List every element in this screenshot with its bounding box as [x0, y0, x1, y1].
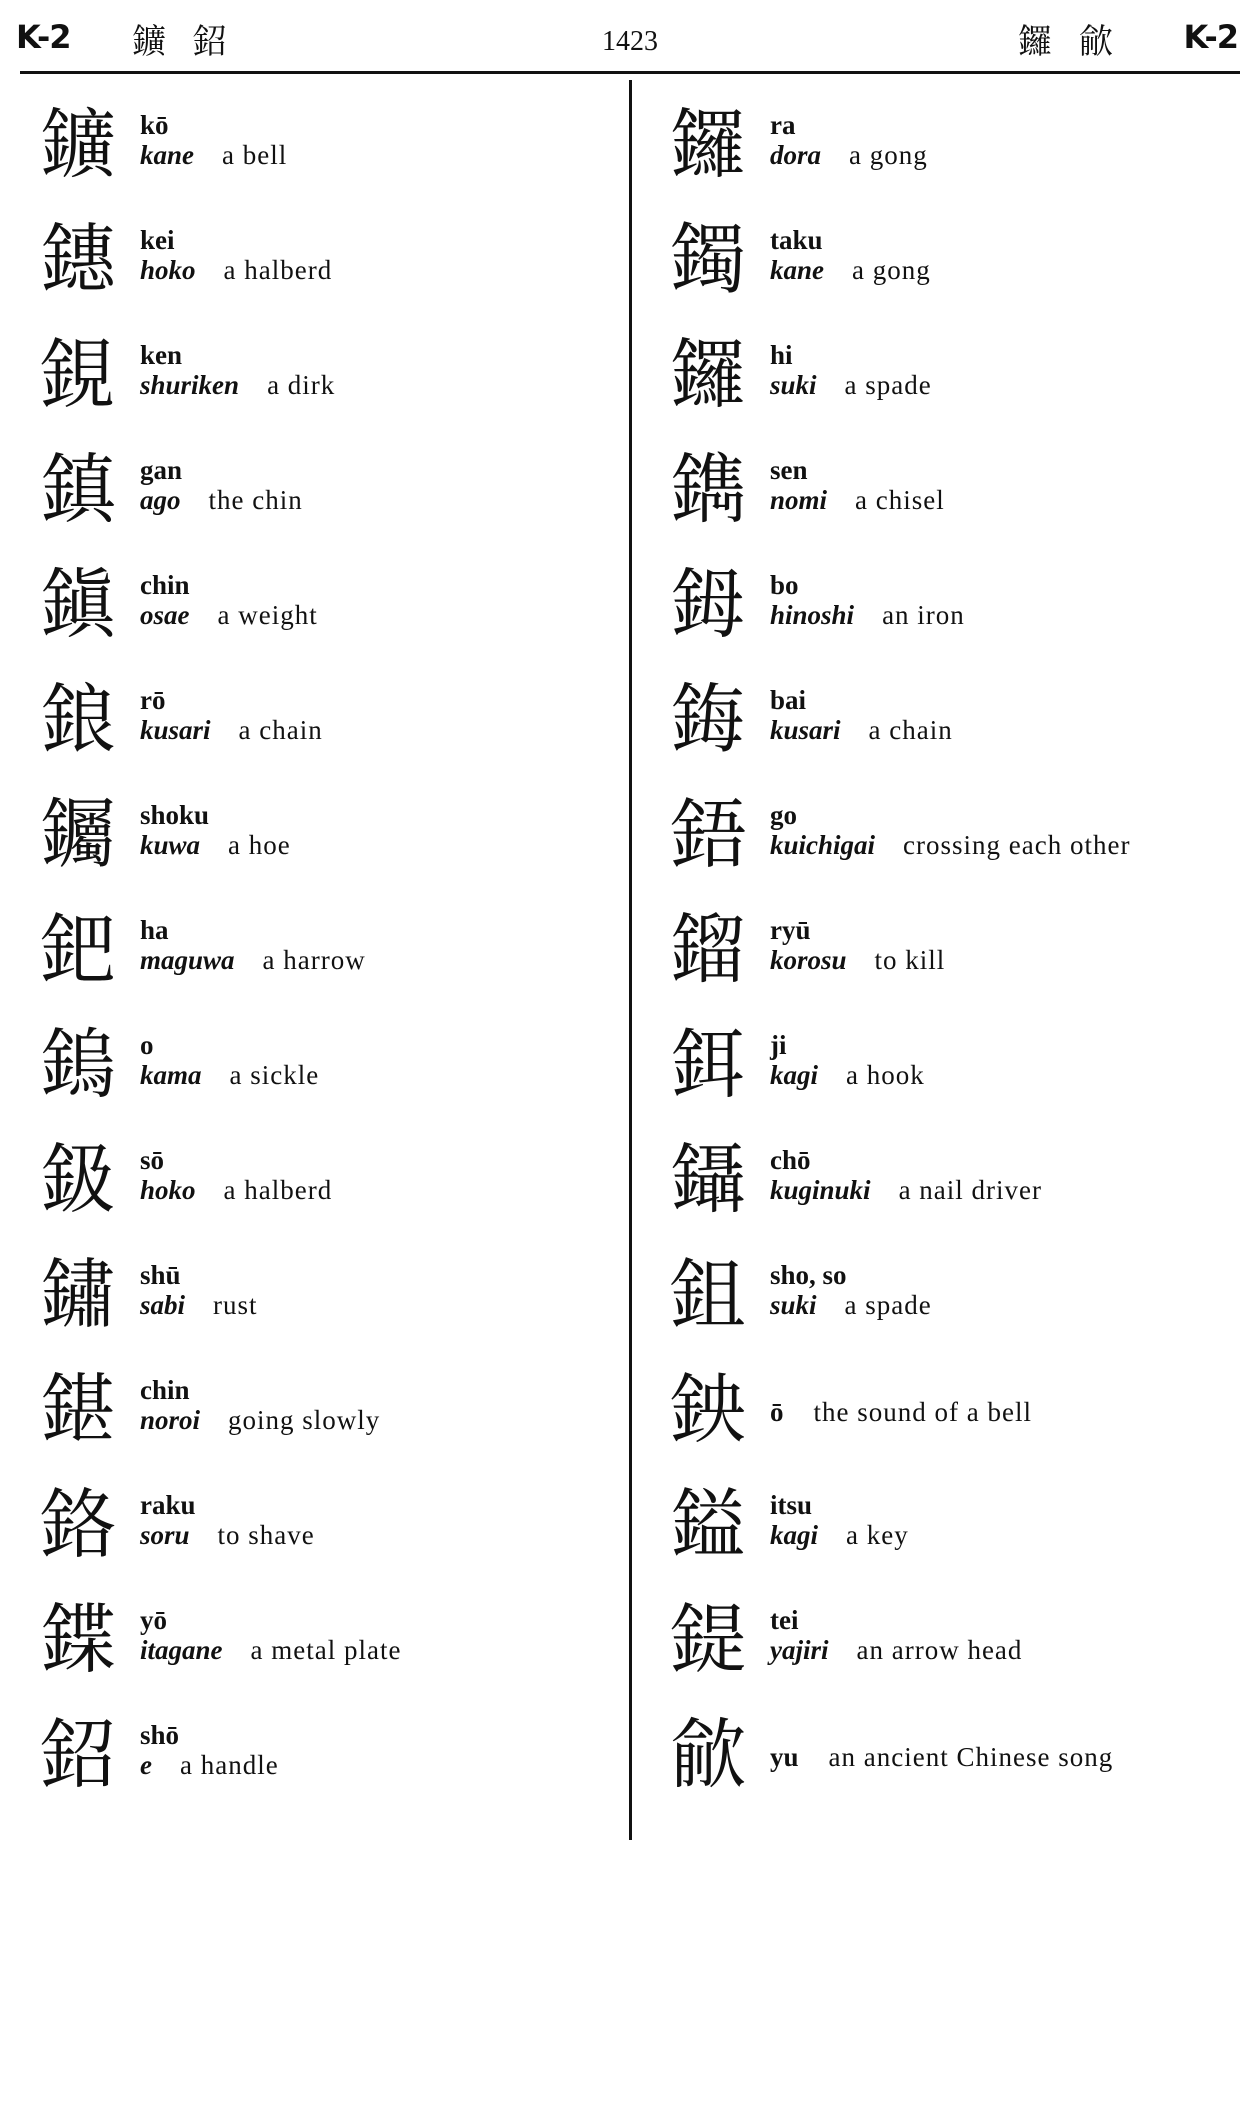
entry-definition-line — [770, 945, 945, 976]
header-rule — [20, 71, 1240, 74]
entry-meaning: to kill — [874, 945, 946, 975]
entry-definition-line — [140, 1520, 315, 1551]
entry-reading: shoku — [140, 800, 210, 830]
entry-kanji: 鉠 — [670, 1365, 746, 1454]
entry-kanji: 钃 — [40, 790, 116, 879]
entry-kanji: 鋙 — [670, 790, 746, 879]
entry-word: soru — [140, 1520, 190, 1550]
entry-meaning: crossing each other — [903, 830, 1131, 860]
entry-meaning: a hoe — [228, 830, 291, 860]
entry-kanji: 鎮 — [40, 445, 116, 534]
dictionary-entry — [650, 770, 1240, 885]
dictionary-entry — [20, 195, 620, 310]
entry-reading: chin — [140, 570, 190, 600]
dictionary-entry — [20, 885, 620, 1000]
entry-text — [770, 800, 1130, 861]
dictionary-entry — [650, 195, 1240, 310]
entry-meaning: a metal plate — [250, 1635, 402, 1665]
dictionary-entry — [20, 80, 620, 195]
entry-reading: taku — [770, 225, 823, 255]
entry-text — [140, 800, 291, 861]
entry-text — [140, 225, 332, 286]
right-section-code: K-2 — [1183, 18, 1238, 56]
entry-text — [770, 1260, 932, 1321]
entry-definition-line — [770, 715, 953, 746]
left-section-code: K-2 — [16, 18, 71, 56]
dictionary-entry — [650, 310, 1240, 425]
entry-definition-line — [770, 1635, 1022, 1666]
entry-kanji: 鈀 — [40, 905, 116, 994]
dictionary-entry — [20, 1000, 620, 1115]
entry-text — [140, 1720, 279, 1781]
dictionary-entry — [650, 655, 1240, 770]
dictionary-entry — [650, 80, 1240, 195]
entry-kanji: 鎰 — [670, 1480, 746, 1569]
entry-text — [770, 1605, 1022, 1666]
entry-kanji: 鏽 — [40, 1250, 116, 1339]
entry-definition-line — [140, 255, 332, 286]
entry-meaning: a weight — [217, 600, 318, 630]
entry-word: suki — [770, 1290, 817, 1320]
entry-word: kama — [140, 1060, 202, 1090]
entry-text — [770, 225, 931, 286]
entry-word: dora — [770, 140, 822, 170]
entry-kanji: 鉻 — [40, 1480, 116, 1569]
entry-text — [770, 340, 932, 401]
entry-meaning: a harrow — [262, 945, 366, 975]
entry-reading: ō — [770, 1397, 784, 1427]
entry-meaning: an ancient Chinese song — [828, 1742, 1114, 1772]
entry-meaning: the sound of a bell — [813, 1397, 1032, 1427]
right-column — [650, 80, 1240, 1805]
entry-meaning: a key — [846, 1520, 909, 1550]
entry-kanji: 鍱 — [40, 1595, 116, 1684]
entry-text — [770, 1145, 1042, 1206]
entry-word: sabi — [140, 1290, 186, 1320]
dictionary-entry — [20, 425, 620, 540]
entry-definition-line — [140, 830, 291, 861]
entry-word: kuichigai — [770, 830, 876, 860]
entry-meaning: a nail driver — [898, 1175, 1043, 1205]
entry-meaning: a dirk — [267, 370, 336, 400]
entry-kanji: 鍉 — [670, 1595, 746, 1684]
entry-reading: itsu — [770, 1490, 813, 1520]
entry-kanji: 鑼 — [670, 330, 746, 419]
entry-reading: ha — [140, 915, 169, 945]
entry-definition-line — [140, 1635, 401, 1666]
entry-text — [140, 570, 318, 631]
entry-kanji: 鉺 — [670, 1020, 746, 1109]
entry-meaning: the chin — [208, 485, 303, 515]
entry-definition-line — [140, 1290, 258, 1321]
entry-word: nomi — [770, 485, 828, 515]
entry-kanji: 鐲 — [670, 215, 746, 304]
entry-word: kuginuki — [770, 1175, 871, 1205]
entry-word: e — [140, 1750, 152, 1780]
entry-text — [770, 685, 953, 746]
entry-kanji: 鑛 — [40, 100, 116, 189]
page-header — [0, 0, 1246, 75]
entry-word: kusari — [770, 715, 841, 745]
entry-meaning: a halberd — [223, 1175, 333, 1205]
entry-reading: chin — [140, 1375, 190, 1405]
entry-reading: ra — [770, 110, 796, 140]
entry-word: ago — [140, 485, 181, 515]
dictionary-entry — [20, 1690, 620, 1805]
entry-meaning: a hook — [846, 1060, 925, 1090]
entry-reading: kō — [140, 110, 169, 140]
entry-meaning: a spade — [844, 370, 932, 400]
entry-definition-line — [140, 485, 303, 516]
right-guide-kanji: 鑼 歈 — [1018, 22, 1121, 62]
entry-word: kusari — [140, 715, 211, 745]
entry-reading: ji — [770, 1030, 787, 1060]
entry-definition-line — [140, 1405, 380, 1436]
entry-word: kuwa — [140, 830, 201, 860]
entry-reading: rō — [140, 685, 166, 715]
entry-text — [140, 1145, 332, 1206]
entry-meaning: going slowly — [228, 1405, 381, 1435]
entry-reading: shō — [140, 1720, 180, 1750]
entry-text — [770, 455, 945, 516]
entry-kanji: 鋃 — [40, 675, 116, 764]
entry-definition-line — [770, 830, 1130, 861]
entry-reading: gan — [140, 455, 183, 485]
entry-reading: go — [770, 800, 797, 830]
entry-meaning: a chain — [238, 715, 323, 745]
entry-text — [140, 1030, 319, 1091]
entry-meaning: a spade — [844, 1290, 932, 1320]
dictionary-entry — [650, 1345, 1240, 1460]
entry-word: shuriken — [140, 370, 240, 400]
entry-kanji: 鑷 — [670, 1135, 746, 1224]
entry-reading: kei — [140, 225, 175, 255]
entry-kanji: 鉊 — [40, 1710, 116, 1799]
entry-word: kane — [140, 140, 194, 170]
entry-text — [140, 1605, 401, 1666]
entry-word: maguwa — [140, 945, 235, 975]
entry-definition-line — [770, 485, 945, 516]
entry-kanji: 鉧 — [670, 560, 746, 649]
entry-text — [140, 110, 287, 171]
entry-reading: sen — [770, 455, 808, 485]
entry-text — [140, 1490, 315, 1551]
entry-reading: o — [140, 1030, 154, 1060]
entry-definition-line — [770, 600, 965, 631]
entry-text — [770, 1490, 909, 1551]
dictionary-entry — [650, 425, 1240, 540]
entry-definition-line — [140, 600, 318, 631]
entry-reading: bai — [770, 685, 807, 715]
entry-word: itagane — [140, 1635, 223, 1665]
entry-definition-line — [140, 1750, 279, 1781]
left-column — [20, 80, 620, 1805]
entry-reading: yō — [140, 1605, 167, 1635]
entry-kanji: 鍖 — [40, 1365, 116, 1454]
entry-reading: raku — [140, 1490, 196, 1520]
entry-word: suki — [770, 370, 817, 400]
dictionary-entry — [20, 310, 620, 425]
entry-reading: hi — [770, 340, 793, 370]
entry-text — [140, 1260, 258, 1321]
entry-meaning: a gong — [852, 255, 931, 285]
dictionary-entry — [20, 1115, 620, 1230]
entry-reading: ryū — [770, 915, 811, 945]
entry-definition-line — [770, 1290, 932, 1321]
entry-word: korosu — [770, 945, 847, 975]
entry-kanji: 鎭 — [40, 560, 116, 649]
dictionary-entry — [20, 1230, 620, 1345]
entry-word: kane — [770, 255, 824, 285]
entry-definition-line — [770, 370, 932, 401]
entry-text — [770, 1742, 1113, 1773]
entry-definition-line — [140, 140, 287, 171]
entry-meaning: a halberd — [223, 255, 333, 285]
dictionary-entry — [650, 1115, 1240, 1230]
entry-meaning: a chisel — [855, 485, 945, 515]
entry-definition-line — [770, 1060, 925, 1091]
dictionary-entry — [650, 1460, 1240, 1575]
dictionary-entry — [650, 1230, 1240, 1345]
entry-meaning: rust — [213, 1290, 258, 1320]
dictionary-entry — [20, 540, 620, 655]
entry-kanji: 鏸 — [40, 215, 116, 304]
page-number: 1423 — [602, 26, 658, 57]
entry-reading: shū — [140, 1260, 181, 1290]
entry-kanji: 歈 — [670, 1710, 746, 1799]
entry-text — [140, 685, 323, 746]
entry-kanji: 鑼 — [670, 100, 746, 189]
entry-word: hinoshi — [770, 600, 855, 630]
dictionary-entry — [20, 1575, 620, 1690]
entry-text — [770, 1397, 1032, 1428]
entry-text — [770, 570, 965, 631]
entry-text — [140, 1375, 380, 1436]
left-guide-kanji: 鑛 鉊 — [132, 22, 235, 62]
entry-reading: tei — [770, 1605, 799, 1635]
entry-definition-line — [140, 1175, 332, 1206]
entry-definition-line — [140, 945, 366, 976]
entry-word: hoko — [140, 255, 196, 285]
dictionary-entry — [650, 540, 1240, 655]
entry-kanji: 鉏 — [670, 1250, 746, 1339]
column-divider — [629, 80, 632, 1840]
dictionary-entry — [20, 770, 620, 885]
entry-meaning: a sickle — [229, 1060, 320, 1090]
dictionary-entry — [650, 1690, 1240, 1805]
entry-meaning: to shave — [217, 1520, 315, 1550]
dictionary-entry — [650, 885, 1240, 1000]
entry-meaning: a chain — [868, 715, 953, 745]
entry-reading: yu — [770, 1742, 799, 1772]
entry-kanji: 鐫 — [670, 445, 746, 534]
dictionary-entry — [650, 1575, 1240, 1690]
entry-meaning: a bell — [222, 140, 288, 170]
entry-meaning: a handle — [179, 1750, 279, 1780]
entry-reading: sō — [140, 1145, 165, 1175]
entry-definition-line — [770, 140, 928, 171]
entry-definition-line — [140, 715, 323, 746]
entry-text — [140, 340, 335, 401]
entry-reading: bo — [770, 570, 799, 600]
entry-definition-line — [140, 1060, 319, 1091]
entry-definition-line — [770, 1175, 1042, 1206]
entry-reading: ken — [140, 340, 183, 370]
entry-definition-line — [770, 1520, 909, 1551]
entry-text — [140, 915, 366, 976]
dictionary-entry — [20, 655, 620, 770]
entry-word: osae — [140, 600, 190, 630]
entry-reading: sho, so — [770, 1260, 847, 1290]
entry-text — [140, 455, 303, 516]
entry-kanji: 鎦 — [670, 905, 746, 994]
entry-text — [770, 1030, 925, 1091]
entry-text — [770, 110, 928, 171]
dictionary-entry — [20, 1345, 620, 1460]
entry-kanji: 鋧 — [40, 330, 116, 419]
entry-word: noroi — [140, 1405, 201, 1435]
entry-kanji: 鎢 — [40, 1020, 116, 1109]
entry-word: kagi — [770, 1520, 819, 1550]
entry-word: hoko — [140, 1175, 196, 1205]
entry-word: yajiri — [770, 1635, 829, 1665]
entry-reading: chō — [770, 1145, 811, 1175]
entry-definition-line — [770, 255, 931, 286]
dictionary-entry — [20, 1460, 620, 1575]
entry-meaning: an iron — [882, 600, 965, 630]
entry-meaning: an arrow head — [856, 1635, 1023, 1665]
dictionary-entry — [650, 1000, 1240, 1115]
entry-kanji: 鋂 — [670, 675, 746, 764]
entry-kanji: 鈒 — [40, 1135, 116, 1224]
entry-definition-line — [140, 370, 335, 401]
entry-word: kagi — [770, 1060, 819, 1090]
entry-meaning: a gong — [849, 140, 928, 170]
entry-text — [770, 915, 945, 976]
